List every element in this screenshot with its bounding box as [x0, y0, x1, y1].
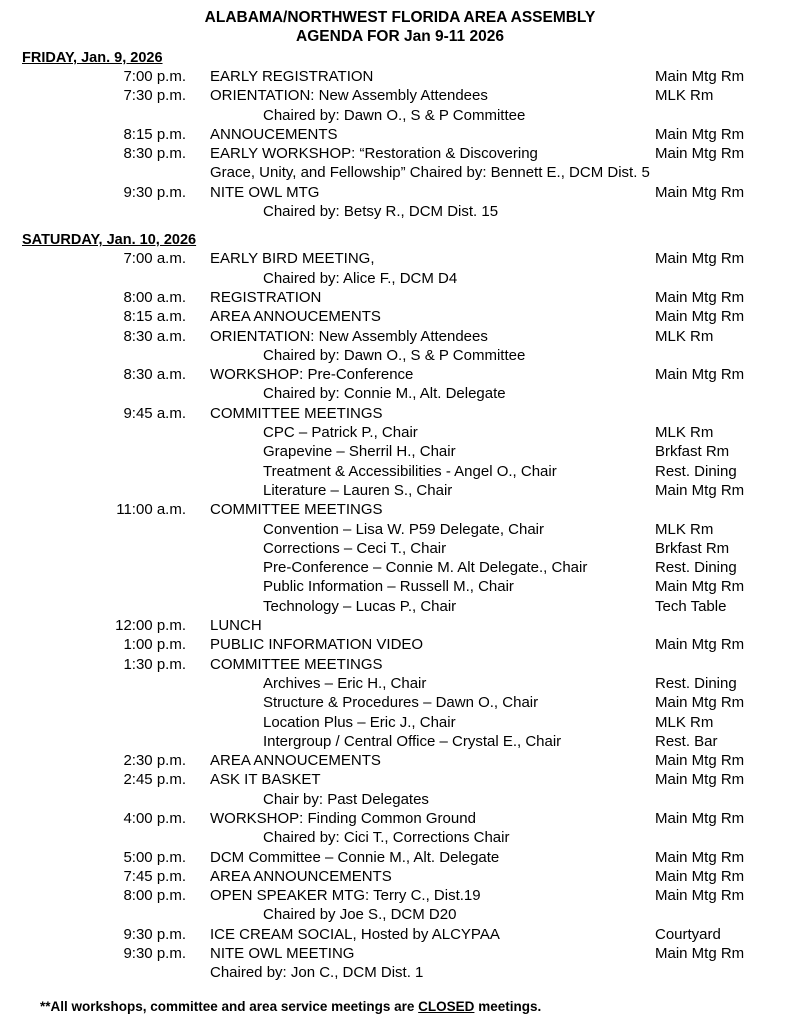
agenda-row-room: Main Mtg Rm [655, 183, 745, 201]
agenda-row-time: 8:00 a.m. [123, 288, 186, 306]
agenda-row [0, 125, 800, 144]
agenda-row [0, 269, 800, 288]
closed-note-suffix: meetings. [474, 999, 542, 1014]
agenda-row [0, 577, 800, 596]
agenda-row-description: Location Plus – Eric J., Chair [263, 713, 456, 731]
agenda-row-time: 12:00 p.m. [115, 617, 186, 635]
agenda-row [0, 106, 800, 125]
agenda-row-description: Chaired by: Dawn O., S & P Committee [263, 346, 526, 364]
agenda-row [0, 713, 800, 732]
agenda-row [0, 404, 800, 423]
agenda-row [0, 346, 800, 365]
agenda-row-room: Main Mtg Rm [655, 636, 745, 654]
agenda-row [0, 751, 800, 770]
agenda-row [0, 597, 800, 616]
agenda-row [0, 886, 800, 905]
agenda-row [0, 520, 800, 539]
agenda-row [0, 809, 800, 828]
agenda-row-time: 2:30 p.m. [123, 752, 186, 770]
agenda-row-description: COMMITTEE MEETINGS [210, 501, 383, 519]
agenda-row-room: MLK Rm [655, 424, 714, 442]
agenda-row-room: Tech Table [655, 597, 727, 615]
agenda-row [0, 867, 800, 886]
agenda-row [0, 770, 800, 789]
agenda-row-room: Main Mtg Rm [655, 308, 745, 326]
agenda-row-room: Brkfast Rm [655, 443, 730, 461]
agenda-row [0, 423, 800, 442]
agenda-row [0, 616, 800, 635]
agenda-row [0, 202, 800, 221]
agenda-row-room: MLK Rm [655, 87, 714, 105]
agenda-row-description: Structure & Procedures – Dawn O., Chair [263, 694, 539, 712]
agenda-row-room: Main Mtg Rm [655, 481, 745, 499]
agenda-row-time: 5:00 p.m. [123, 848, 186, 866]
agenda-row-description: DCM Committee – Connie M., Alt. Delegate [210, 848, 500, 866]
agenda-row-description: WORKSHOP: Finding Common Ground [210, 809, 476, 827]
agenda-row-time: 7:45 p.m. [123, 867, 186, 885]
closed-meetings-note [40, 998, 541, 1016]
agenda-row-room: Main Mtg Rm [655, 771, 745, 789]
agenda-row-room: Main Mtg Rm [655, 809, 745, 827]
agenda-row-time: 8:15 p.m. [123, 125, 186, 143]
agenda-row-description: EARLY WORKSHOP: “Restoration & Discovering [210, 145, 538, 163]
document-header [0, 0, 800, 46]
agenda-row-time: 9:30 p.m. [123, 925, 186, 943]
agenda-row-description: Corrections – Ceci T., Chair [263, 539, 447, 557]
agenda-row-room: Main Mtg Rm [655, 752, 745, 770]
agenda-row-description: Grace, Unity, and Fellowship” Chaired by: Bennett E., DCM Dist. 5 [210, 164, 650, 182]
agenda-row-room: Main Mtg Rm [655, 250, 745, 268]
agenda-row [0, 655, 800, 674]
agenda-row-room: Rest. Dining [655, 462, 737, 480]
agenda-row [0, 462, 800, 481]
agenda-row-description: OPEN SPEAKER MTG: Terry C., Dist.19 [210, 887, 481, 905]
agenda-row-description: Treatment & Accessibilities - Angel O., Chair [263, 462, 557, 480]
agenda-row-time: 4:00 p.m. [123, 809, 186, 827]
agenda-row [0, 288, 800, 307]
agenda-row [0, 790, 800, 809]
document-title-line-2: AGENDA FOR Jan 9-11 2026 [296, 28, 504, 45]
agenda-row-description: Chaired by: Connie M., Alt. Delegate [263, 385, 506, 403]
agenda-row-room: Main Mtg Rm [655, 848, 745, 866]
day-heading-row [0, 230, 800, 249]
agenda-row-time: 8:15 a.m. [123, 308, 186, 326]
agenda-row-room: Main Mtg Rm [655, 945, 745, 963]
agenda-row-room: Main Mtg Rm [655, 887, 745, 905]
agenda-row-description: Intergroup / Central Office – Crystal E., Chair [263, 732, 562, 750]
agenda-row-room: Courtyard [655, 925, 721, 943]
day-heading: FRIDAY, Jan. 9, 2026 [22, 50, 163, 66]
agenda-row-description: AREA ANNOUCEMENTS [210, 308, 381, 326]
agenda-row [0, 944, 800, 963]
agenda-row-room: Rest. Dining [655, 674, 737, 692]
agenda-row-room: MLK Rm [655, 327, 714, 345]
agenda-row-room: Main Mtg Rm [655, 145, 745, 163]
agenda-row-room: Rest. Bar [655, 732, 718, 750]
agenda-row-description: ANNOUCEMENTS [210, 125, 338, 143]
agenda-row-room: Rest. Dining [655, 559, 737, 577]
agenda-row-time: 8:30 p.m. [123, 145, 186, 163]
closed-note-prefix: **All workshops, committee and area service meetings are [40, 999, 419, 1014]
agenda-row-description: REGISTRATION [210, 288, 322, 306]
agenda-row-room: Main Mtg Rm [655, 288, 745, 306]
agenda-row-description: Literature – Lauren S., Chair [263, 481, 453, 499]
day-heading: SATURDAY, Jan. 10, 2026 [22, 232, 197, 249]
agenda-row [0, 925, 800, 944]
agenda-row [0, 635, 800, 654]
agenda-row [0, 327, 800, 346]
agenda-row-description: PUBLIC INFORMATION VIDEO [210, 636, 424, 654]
agenda-row [0, 163, 800, 182]
agenda-row-description: WORKSHOP: Pre-Conference [210, 366, 414, 384]
agenda-row-time: 7:30 p.m. [123, 87, 186, 105]
agenda-row [0, 307, 800, 326]
agenda-row-room: Main Mtg Rm [655, 366, 745, 384]
agenda-row [0, 732, 800, 751]
agenda-row [0, 693, 800, 712]
agenda-row [0, 905, 800, 924]
agenda-row [0, 963, 800, 982]
agenda-body [0, 48, 800, 983]
agenda-row-description: Convention – Lisa W. P59 Delegate, Chair [263, 520, 544, 538]
agenda-row-description: ORIENTATION: New Assembly Attendees [210, 327, 488, 345]
agenda-row-room: Main Mtg Rm [655, 578, 745, 596]
agenda-row-description: ORIENTATION: New Assembly Attendees [210, 87, 488, 105]
agenda-row-time: 7:00 a.m. [123, 250, 186, 268]
agenda-row-description: CPC – Patrick P., Chair [263, 424, 418, 442]
agenda-row-description: Chaired by Joe S., DCM D20 [263, 906, 457, 924]
agenda-row-room: Main Mtg Rm [655, 68, 745, 85]
agenda-row-description: ASK IT BASKET [210, 771, 321, 789]
agenda-row-description: Public Information – Russell M., Chair [263, 578, 514, 596]
agenda-row-room: MLK Rm [655, 520, 714, 538]
agenda-row [0, 67, 800, 86]
agenda-row-time: 9:30 p.m. [123, 945, 186, 963]
agenda-row-description: Chaired by: Betsy R., DCM Dist. 15 [263, 203, 499, 221]
agenda-row-description: Chaired by: Jon C., DCM Dist. 1 [210, 964, 424, 982]
agenda-row-description: Technology – Lucas P., Chair [263, 597, 457, 615]
agenda-row-description: Pre-Conference – Connie M. Alt Delegate., Chair [263, 559, 588, 577]
agenda-row-description: AREA ANNOUCEMENTS [210, 752, 381, 770]
agenda-row-time: 1:30 p.m. [123, 655, 186, 673]
agenda-row-description: NITE OWL MEETING [210, 945, 355, 963]
agenda-row-description: EARLY BIRD MEETING, [210, 250, 375, 268]
agenda-row-time: 7:00 p.m. [123, 68, 186, 85]
agenda-row-description: Chaired by: Alice F., DCM D4 [263, 269, 458, 287]
agenda-row-description: EARLY REGISTRATION [210, 68, 374, 85]
agenda-row-time: 9:30 p.m. [123, 183, 186, 201]
agenda-row [0, 828, 800, 847]
agenda-row [0, 144, 800, 163]
agenda-row-time: 8:30 a.m. [123, 366, 186, 384]
agenda-row-room: Main Mtg Rm [655, 694, 745, 712]
agenda-row-description: Chaired by: Cici T., Corrections Chair [263, 829, 510, 847]
agenda-row-description: COMMITTEE MEETINGS [210, 404, 383, 422]
agenda-row-time: 11:00 a.m. [116, 501, 186, 519]
agenda-row-description: Archives – Eric H., Chair [263, 674, 427, 692]
agenda-row-description: ICE CREAM SOCIAL, Hosted by ALCYPAA [210, 925, 500, 943]
closed-note-keyword: CLOSED [418, 999, 475, 1014]
agenda-row-time: 2:45 p.m. [123, 771, 186, 789]
agenda-row-room: Main Mtg Rm [655, 867, 745, 885]
agenda-row [0, 674, 800, 693]
agenda-row [0, 500, 800, 519]
agenda-row-description: Chaired by: Dawn O., S & P Committee [263, 106, 526, 124]
agenda-row [0, 481, 800, 500]
agenda-row-time: 8:30 a.m. [123, 327, 186, 345]
day-heading-row [0, 48, 800, 67]
agenda-row [0, 183, 800, 202]
agenda-row [0, 442, 800, 461]
agenda-row-description: NITE OWL MTG [210, 183, 320, 201]
agenda-row-room: MLK Rm [655, 713, 714, 731]
agenda-row-description: COMMITTEE MEETINGS [210, 655, 383, 673]
agenda-row [0, 249, 800, 268]
agenda-row-description: AREA ANNOUNCEMENTS [210, 867, 392, 885]
agenda-row [0, 86, 800, 105]
agenda-row [0, 558, 800, 577]
agenda-row [0, 384, 800, 403]
document-title-line-1: ALABAMA/NORTHWEST FLORIDA AREA ASSEMBLY [204, 9, 596, 26]
agenda-row-room: Main Mtg Rm [655, 125, 745, 143]
agenda-row-time: 1:00 p.m. [123, 636, 186, 654]
agenda-row-room: Brkfast Rm [655, 539, 730, 557]
agenda-row [0, 539, 800, 558]
agenda-row-description: Chair by: Past Delegates [263, 790, 429, 808]
agenda-row [0, 365, 800, 384]
agenda-row-time: 9:45 a.m. [123, 404, 186, 422]
agenda-row [0, 848, 800, 867]
agenda-row-time: 8:00 p.m. [123, 887, 186, 905]
agenda-row-description: LUNCH [210, 617, 262, 635]
agenda-row-description: Grapevine – Sherril H., Chair [263, 443, 456, 461]
